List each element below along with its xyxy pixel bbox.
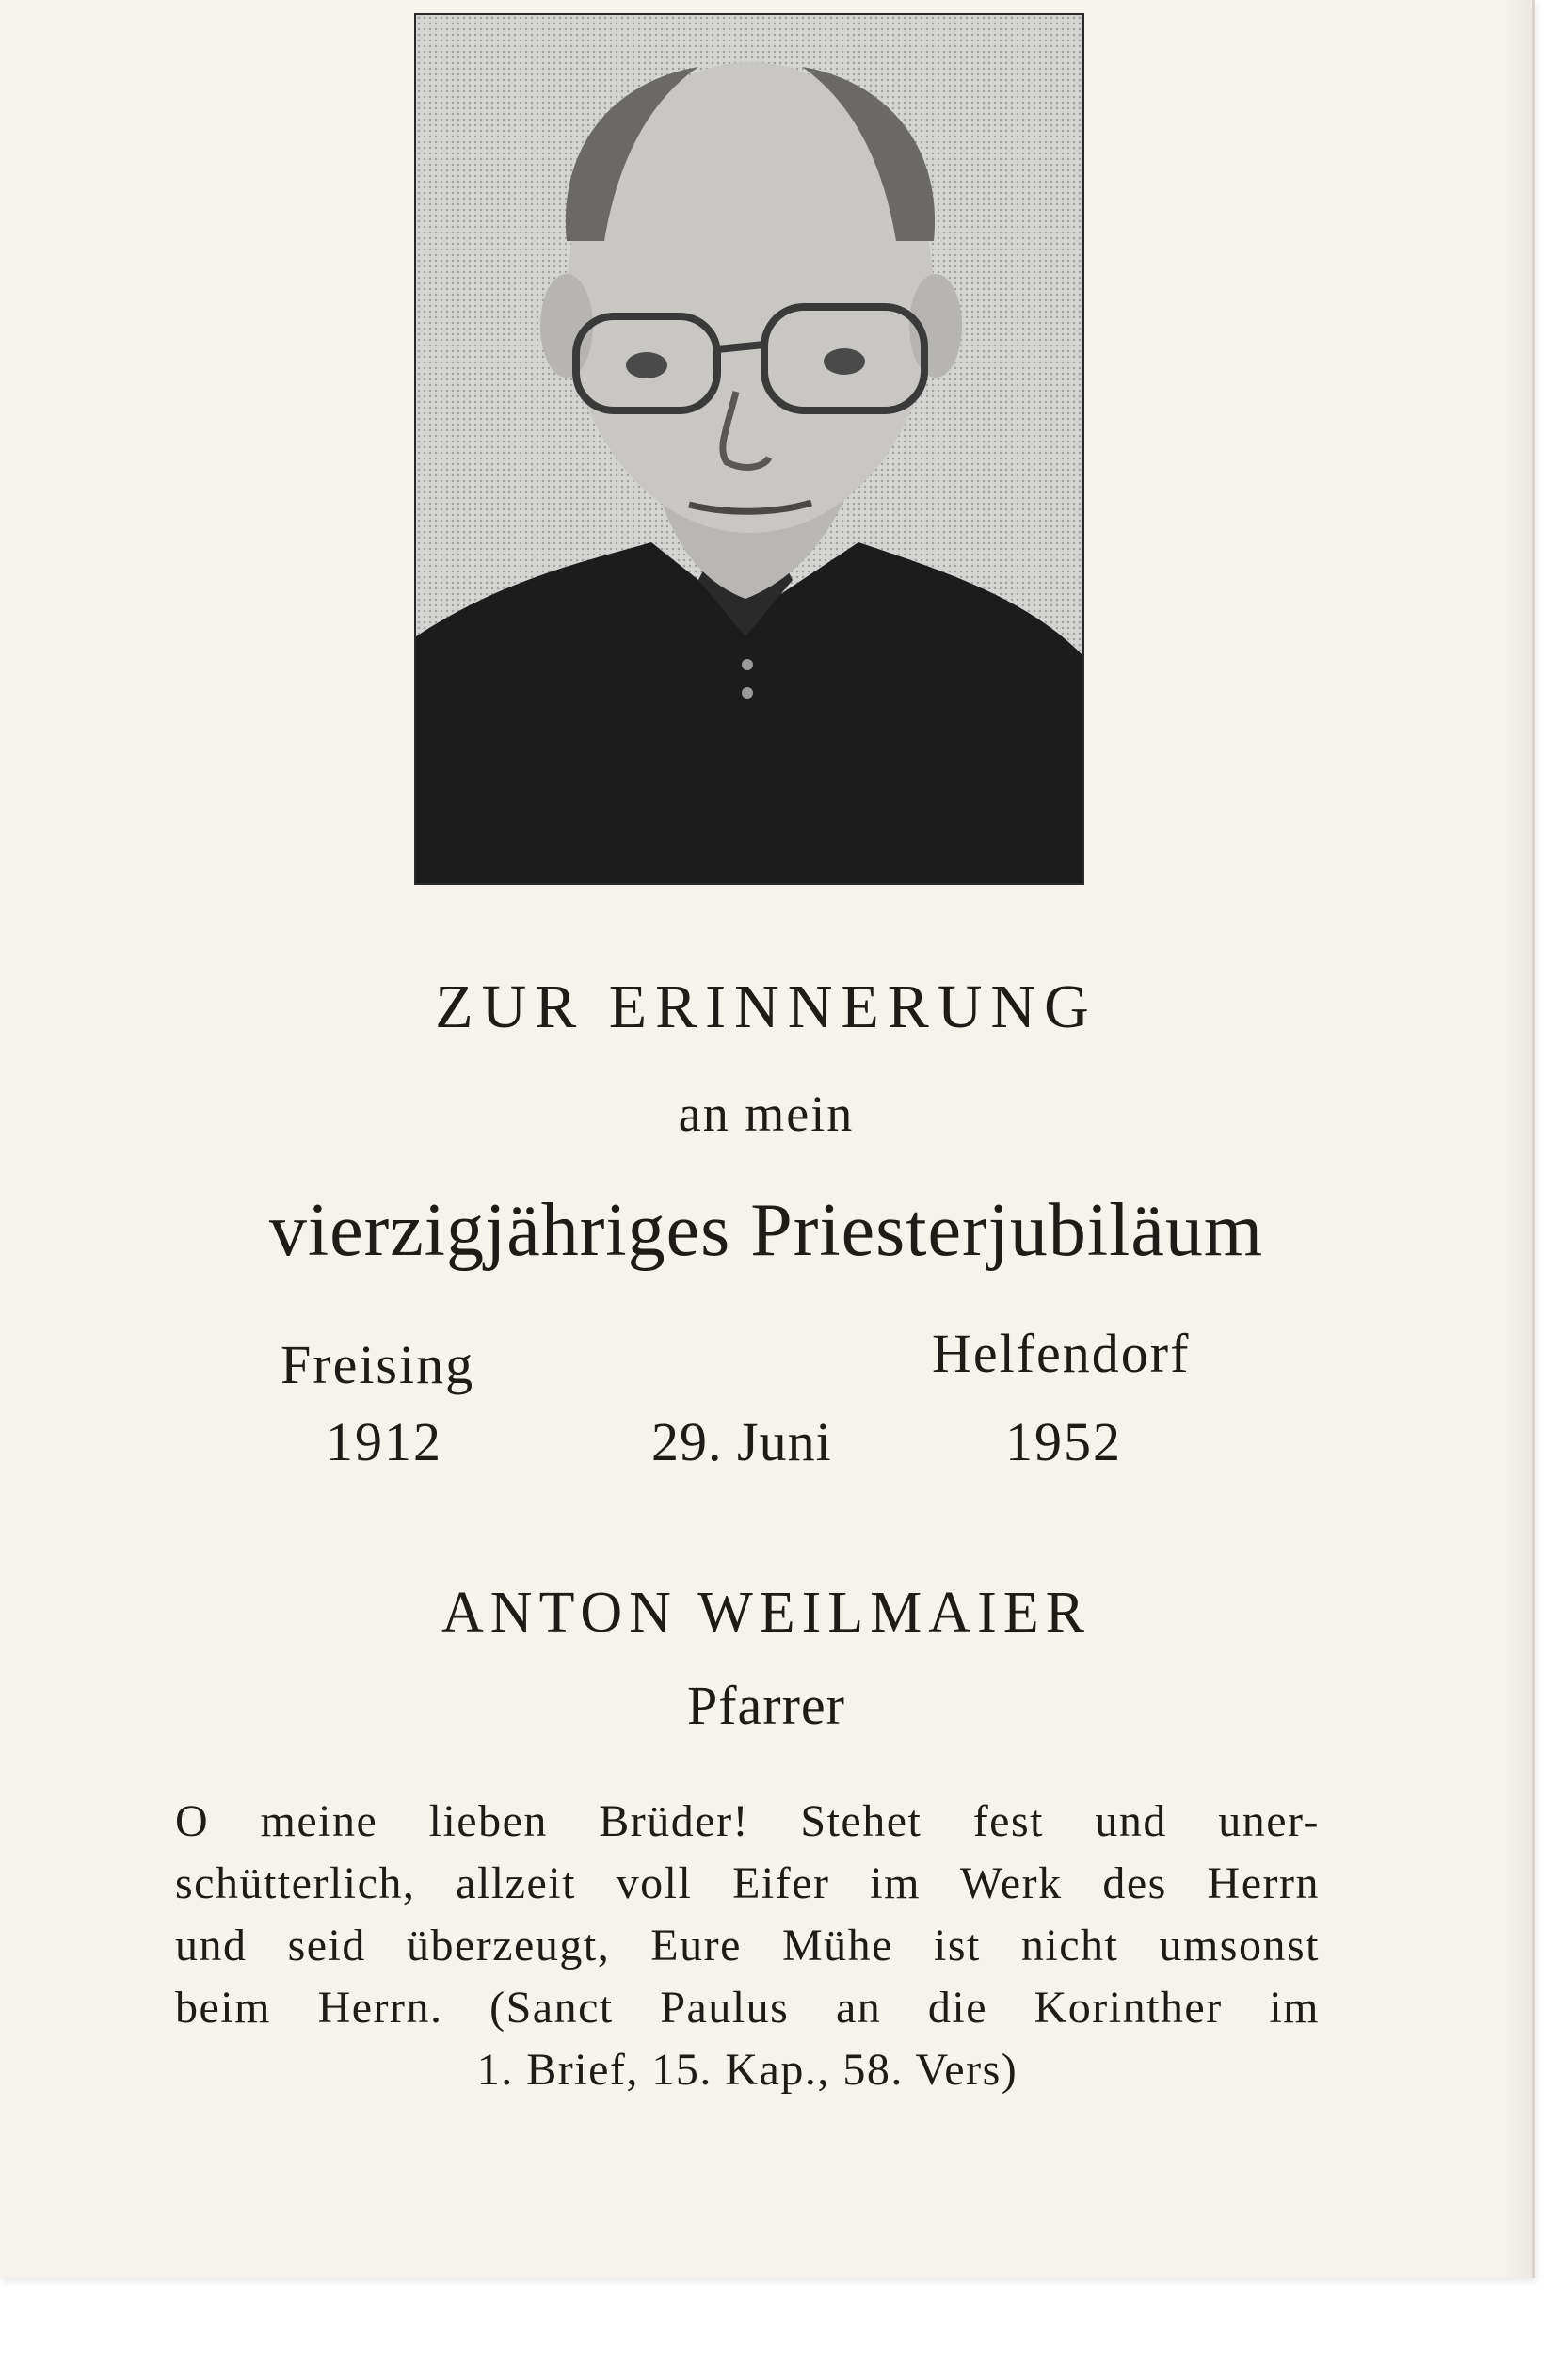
jubilee-year: 1952 [1005,1411,1122,1472]
occasion-heading: vierzigjähriges Priesterjubiläum [268,1189,1264,1272]
quote-line: O meine lieben Brüder! Stehet fest und uner- [175,1796,1320,1846]
jubilee-date: 29. Juni [651,1411,832,1472]
quote-line: und seid überzeugt, Eure Mühe ist nicht umsonst [175,1921,1320,1970]
ordination-place: Freising [281,1334,475,1395]
quote-line: schütterlich, allzeit voll Eifer im Werk des Herrn [175,1858,1320,1908]
quote-line: 1. Brief, 15. Kap., 58. Vers) [476,2045,1018,2095]
card-title: ZUR ERINNERUNG [435,973,1098,1041]
priest-role: Pfarrer [686,1675,845,1736]
priest-portrait-illustration [416,15,1082,883]
portrait-photo [414,13,1084,885]
priest-name: ANTON WEILMAIER [441,1581,1091,1645]
quote-line: beim Herrn. (Sanct Paulus an die Korinther im [175,1983,1320,2033]
jubilee-place: Helfendorf [932,1323,1191,1384]
ordination-year: 1912 [326,1411,442,1472]
card-subtitle: an mein [678,1085,855,1142]
scripture-quote [175,1791,1320,2101]
